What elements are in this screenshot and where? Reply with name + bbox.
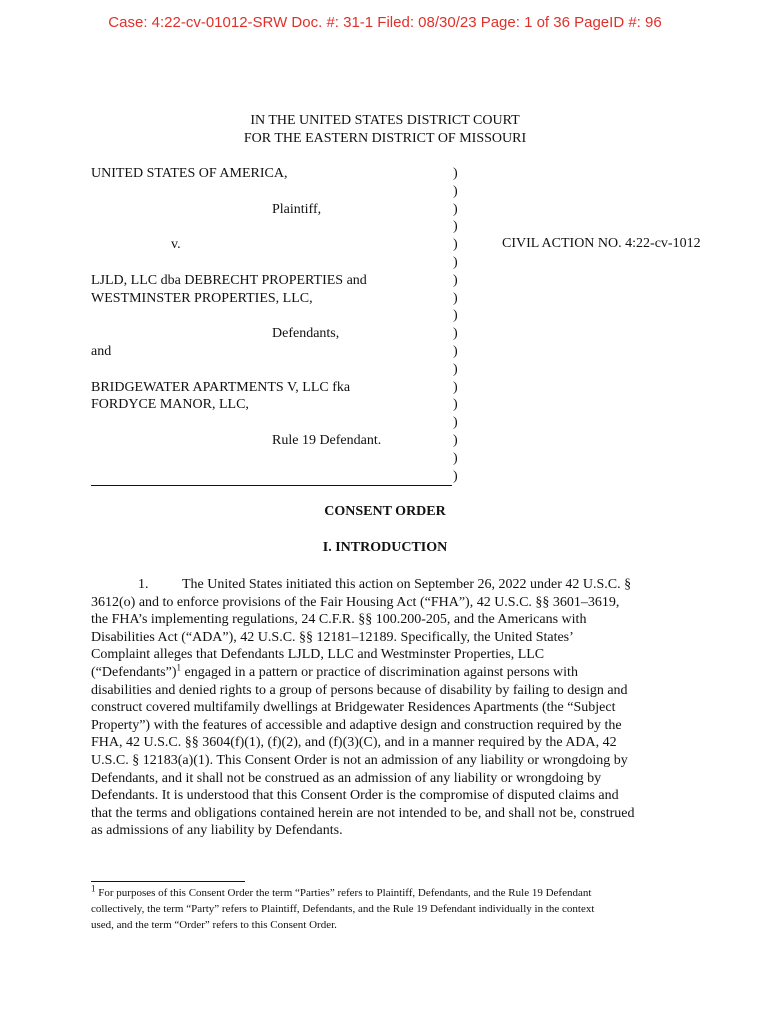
plaintiff-name: UNITED STATES OF AMERICA, bbox=[91, 166, 288, 181]
caption-paren: ) bbox=[453, 361, 458, 377]
caption-spacer bbox=[91, 218, 451, 236]
paragraph-line: (“Defendants”)$^1$ engaged in a pattern or practice of discrimination against persons with bbox=[91, 662, 578, 680]
court-line-2: FOR THE EASTERN DISTRICT OF MISSOURI bbox=[243, 131, 527, 146]
caption-spacer bbox=[91, 307, 451, 325]
caption-paren: ) bbox=[453, 219, 458, 235]
paragraph-line: Defendants. It is understood that this Consent Order is the compromise of disputed claims and bbox=[91, 788, 619, 804]
paragraph-line: construct covered multifamily dwellings at Bridgewater Residences Apartments (the “Subject bbox=[91, 700, 616, 716]
paragraph-line: 3612(o) and to enforce provisions of the Fair Housing Act (“FHA”), 42 U.S.C. §§ 3601–3619, bbox=[91, 594, 620, 610]
paragraph-line: Disabilities Act (“ADA”), 42 U.S.C. §§ 12181–12189. Specifically, the United States’ bbox=[91, 629, 574, 645]
footnote-separator bbox=[91, 881, 245, 882]
paragraph-number: 1. bbox=[138, 577, 149, 592]
caption-spacer bbox=[91, 414, 451, 432]
footnote-line: collectively, the term “Party” refers to Plaintiff, Defendants, and the Rule 19 Defendant individually in the context bbox=[91, 903, 595, 915]
caption-paren: ) bbox=[453, 183, 458, 199]
paragraph-line: Property”) with the features of accessible and adaptive design and construction required by the bbox=[91, 717, 622, 733]
versus-label: v. bbox=[171, 237, 181, 253]
document-title: CONSENT ORDER bbox=[324, 504, 446, 519]
caption-paren: ) bbox=[453, 308, 458, 324]
paragraph-line: the FHA’s implementing regulations, 24 C.F.R. §§ 100.200-205, and the Americans with bbox=[91, 612, 587, 628]
paragraph-1 bbox=[91, 576, 681, 840]
caption-paren: ) bbox=[453, 201, 458, 217]
caption-paren: ) bbox=[453, 166, 458, 181]
defendant-role: Defendants, bbox=[272, 326, 340, 342]
caption-paren-column bbox=[453, 165, 463, 485]
caption-paren: ) bbox=[453, 254, 458, 270]
paragraph-line: Complaint alleges that Defendants LJLD, LLC and Westminster Properties, LLC bbox=[91, 647, 545, 663]
footnote-reference[interactable]: 1 bbox=[176, 662, 182, 673]
paragraph-line: FHA, 42 U.S.C. §§ 3604(f)(1), (f)(2), and (f)(3)(C), and in a manner required by the ADA, 42 bbox=[91, 735, 617, 751]
defendant-name-line-1: LJLD, LLC dba DEBRECHT PROPERTIES and bbox=[91, 272, 367, 288]
paragraph-line: 1. The United States initiated this action on September 26, 2022 under 42 U.S.C. § bbox=[91, 576, 681, 594]
footnote-1 bbox=[91, 885, 681, 933]
paragraph-line: as admissions of any liability by Defendants. bbox=[91, 823, 343, 839]
caption-paren: ) bbox=[453, 379, 458, 395]
caption-paren: ) bbox=[453, 450, 458, 466]
caption-paren: ) bbox=[453, 272, 458, 288]
caption-spacer bbox=[91, 361, 451, 379]
and-label: and bbox=[91, 343, 112, 359]
caption-spacer bbox=[91, 183, 451, 201]
caption-spacer bbox=[91, 254, 451, 272]
court-line-1: IN THE UNITED STATES DISTRICT COURT bbox=[250, 113, 520, 128]
footnote-line: used, and the term “Order” refers to this Consent Order. bbox=[91, 919, 337, 931]
case-header-stamp: Case: 4:22-cv-01012-SRW Doc. #: 31-1 Filed: 08/30/23 Page: 1 of 36 PageID #: 96 bbox=[108, 14, 662, 31]
caption-paren: ) bbox=[453, 290, 458, 306]
case-caption bbox=[91, 165, 451, 450]
paragraph-line: U.S.C. § 12183(a)(1). This Consent Order is not an admission of any liability or wrongdoing by bbox=[91, 752, 628, 768]
plaintiff-role: Plaintiff, bbox=[272, 201, 322, 217]
rule19-role: Rule 19 Defendant. bbox=[272, 432, 382, 448]
paragraph-line: that the terms and obligations contained herein are not intended to be, and shall not be, construed bbox=[91, 805, 635, 821]
caption-paren: ) bbox=[453, 415, 458, 431]
footnote-marker: 1 bbox=[91, 883, 96, 894]
caption-paren: ) bbox=[453, 397, 458, 413]
paragraph-line: Defendants, and it shall not be construed as an admission of any liability or wrongdoing by bbox=[91, 770, 602, 786]
footnote-line: $^1$ For purposes of this Consent Order the term “Parties” refers to Plaintiff, Defendants, and the Rule 19 Defendant bbox=[91, 883, 592, 899]
caption-paren: ) bbox=[453, 432, 458, 448]
section-heading: I. INTRODUCTION bbox=[322, 540, 448, 555]
caption-underline bbox=[91, 485, 452, 486]
defendant-name-line-2: WESTMINSTER PROPERTIES, LLC, bbox=[91, 290, 313, 306]
caption-paren: ) bbox=[453, 237, 458, 253]
civil-action-number: CIVIL ACTION NO. 4:22-cv-1012 bbox=[502, 236, 701, 251]
paragraph-line: disabilities and denied rights to a group of persons because of disability by failing to design and bbox=[91, 682, 628, 698]
caption-paren: ) bbox=[453, 468, 458, 484]
rule19-name-line-1: BRIDGEWATER APARTMENTS V, LLC fka bbox=[91, 379, 351, 395]
rule19-name-line-2: FORDYCE MANOR, LLC, bbox=[91, 397, 249, 413]
court-heading bbox=[0, 112, 770, 148]
caption-paren: ) bbox=[453, 343, 458, 359]
caption-paren: ) bbox=[453, 326, 458, 342]
